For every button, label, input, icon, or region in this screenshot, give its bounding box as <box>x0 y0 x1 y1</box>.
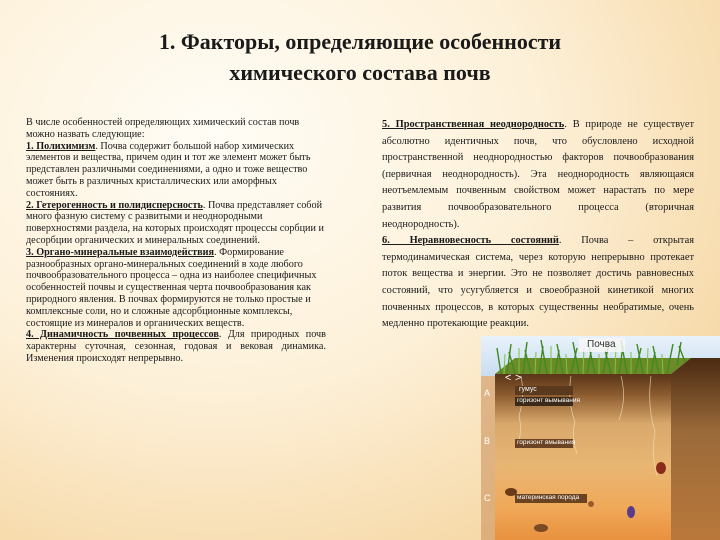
left-column <box>26 117 326 365</box>
horizon-a-letter: A <box>484 388 491 398</box>
chevron-left-icon[interactable]: < <box>505 372 512 384</box>
soil-profile-figure <box>481 336 720 540</box>
factor-4-text: . Для природных почв характерны суточная, сезонная, годовая и вековая динамика. Изменения происходят непрерывно. <box>26 329 326 364</box>
illuviation-horizon-label: горизонт вмывания <box>517 439 576 446</box>
soil-profile-illustration <box>481 336 720 540</box>
factor-5-text: . В природе не существует абсолютно идентичных почв, что обусловлено исходной пространственной неоднородностью факторов почвообразования (первичная неоднородность). Эта неоднородность являющаяся неотъемлемым почвенным свойством может нарастать по мере развития почвообразовательного процесса (вторичная неоднородность). <box>382 119 694 230</box>
title-line-1: 1. Факторы, определяющие особенности <box>158 29 562 54</box>
horizon-c-letter: C <box>484 493 491 503</box>
factor-3-text: . Формирование разнообразных органо-минеральных соединений в ходе любого почвообразовательного процесса – одна из наиболее специфичных особенностей почвы и существенная черта почвообразования как природного явления. В почвах формируются не только простые и комплексные соли, но и сложные адсорбционные комплексы, состоящие из минералов и органических веществ. <box>26 246 317 329</box>
right-column <box>382 117 694 333</box>
factor-4 <box>26 329 326 364</box>
factor-2-heading: 2. Гетерогенность и полидисперсность <box>26 199 203 211</box>
factor-1 <box>26 141 326 200</box>
factor-5 <box>382 117 694 233</box>
horizon-b-letter: B <box>484 436 491 446</box>
factor-5-heading: 5. Пространственная неоднородность <box>382 119 565 130</box>
factor-6 <box>382 233 694 333</box>
factor-6-text: . Почва – открытая термодинамическая система, через которую непрерывно протекает поток вещества и энергии. Это не позволяет достичь равновесных состояний, что усугубляется и своеобразной кинетикой многих почвенных процессов, в которых существенны необратимые, очень медленно протекающие реакции. <box>382 235 694 330</box>
factor-2 <box>26 200 326 247</box>
factor-4-heading: 4. Динамичность почвенных процессов <box>26 329 219 341</box>
intro-text: В числе особенностей определяющих химический состав почв можно назвать следующие: <box>26 117 300 140</box>
factor-3-heading: 3. Органо-минеральные взаимодействия <box>26 246 215 258</box>
title-line-2: химического состава почв <box>229 60 491 85</box>
factor-1-heading: 1. Полихимизм <box>26 140 96 152</box>
parent-rock-label: материнская порода <box>517 494 580 501</box>
factor-3 <box>26 247 326 330</box>
leaching-horizon-label: горизонт вымывания <box>517 397 580 404</box>
factor-6-heading: 6. Неравновесность состояний <box>382 235 559 247</box>
slide-title <box>60 26 660 88</box>
chevron-right-icon[interactable]: > <box>515 372 522 384</box>
factor-2-text: . Почва представляет собой много фазную систему с развитыми и неоднородными поверхностями раздела, на которых происходят процессы сорбции и десорбции органических и минеральных соединений. <box>26 199 324 246</box>
humus-label: гумус <box>519 386 537 393</box>
factor-1-text: . Почва содержит большой набор химических элементов и вещества, причем один и тот же элемент может быть представлен различными соединениями, а одно и тоже вещество может быть в различных кристаллических или аморфных состояниях. <box>26 140 311 199</box>
soil-label: Почва <box>587 339 616 350</box>
